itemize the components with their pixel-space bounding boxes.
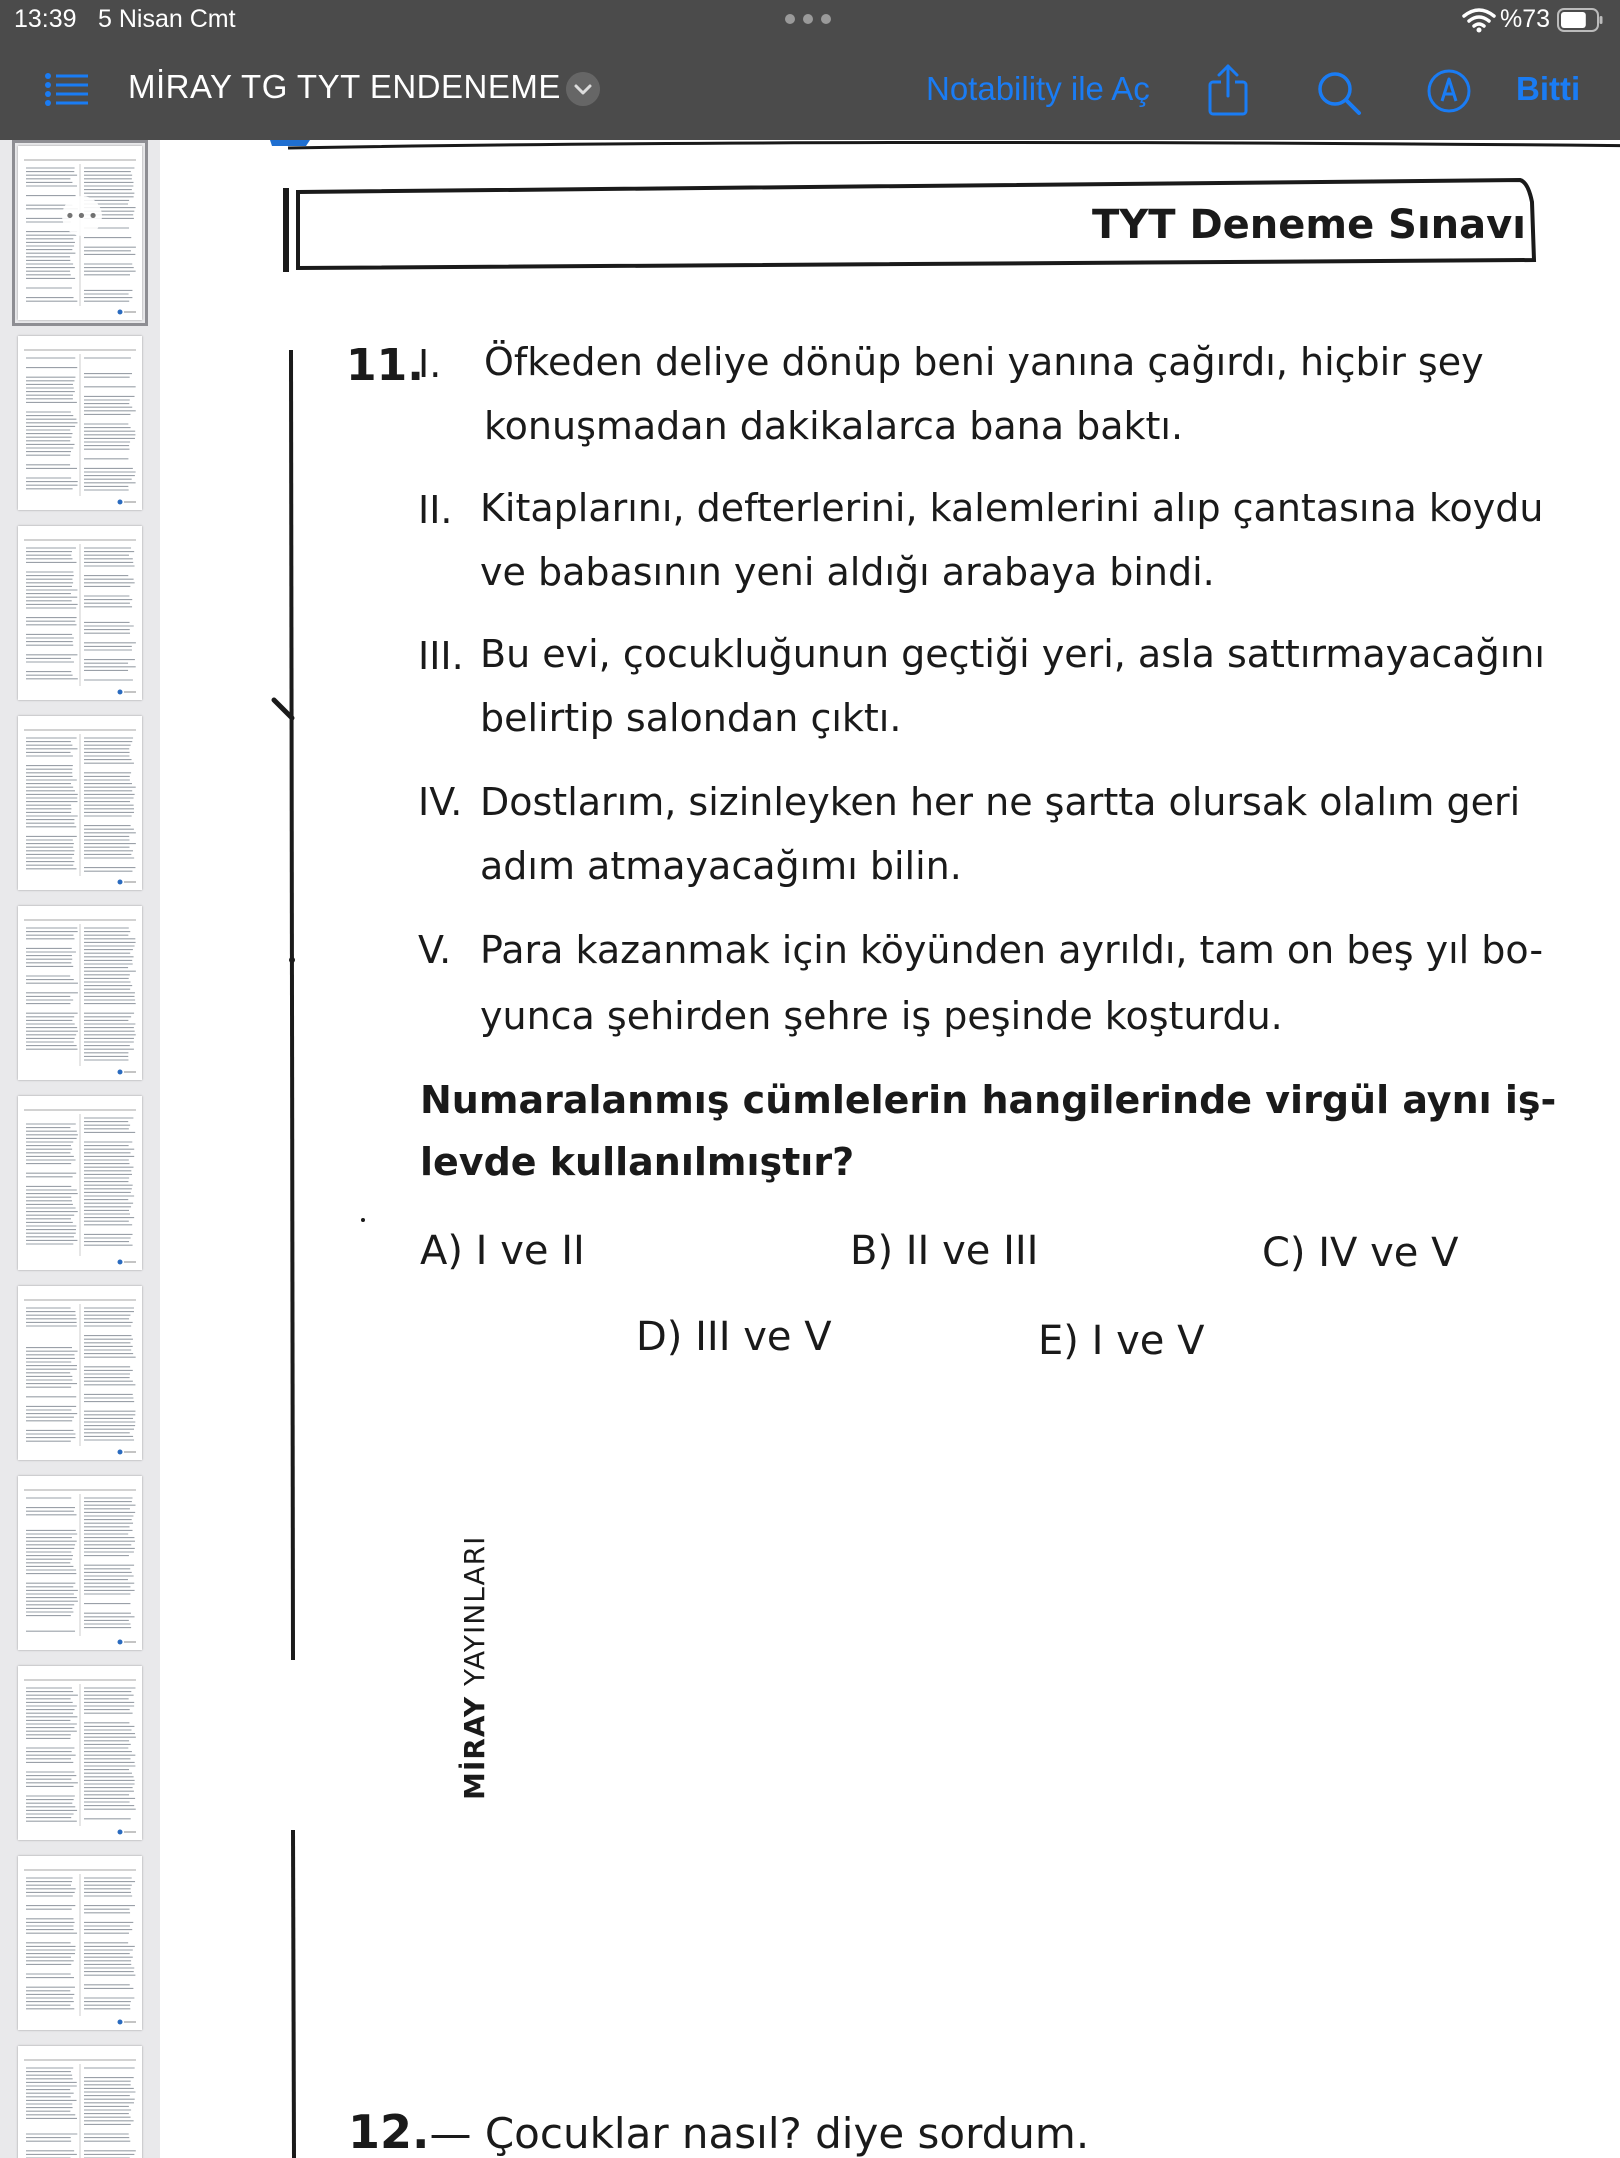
question-number: 12.	[348, 2105, 430, 2158]
item-text-line: konuşmadan dakikalarca bana baktı.	[484, 404, 1184, 448]
question-text: — Çocuklar nasıl? diye sordum.	[429, 2109, 1090, 2158]
item-text-line: belirtip salondan çıktı.	[480, 696, 902, 740]
item-text-line: Bu evi, çocukluğunun geçtiği yeri, asla sattırmayacağını	[480, 632, 1545, 676]
thumbnail-page-lines	[18, 1666, 142, 1840]
item-text-line: yunca şehirden şehre iş peşinde koşturdu.	[480, 994, 1283, 1038]
choice-a[interactable]: A) I ve II	[420, 1228, 585, 1274]
page-thumbnail[interactable]	[18, 1666, 142, 1840]
page-thumbnail[interactable]	[18, 1856, 142, 2030]
item-text-line: ve babasının yeni aldığı arabaya bindi.	[480, 550, 1215, 594]
thumbnail-page-lines	[18, 1476, 142, 1650]
toolbar	[0, 40, 1620, 140]
battery-icon	[1557, 8, 1603, 32]
question-number: 11.	[346, 340, 424, 391]
thumbnail-page-lines	[18, 906, 142, 1080]
item-text-line: Para kazanmak için köyünden ayrıldı, tam on beş yıl bo-	[480, 928, 1544, 972]
page-thumbnail[interactable]	[18, 336, 142, 510]
chevron-down-icon[interactable]	[566, 72, 600, 106]
thumbnail-page-lines	[18, 716, 142, 890]
item-text-line: adım atmayacağımı bilin.	[480, 844, 962, 888]
page-thumbnail[interactable]	[18, 1476, 142, 1650]
done-button[interactable]: Bitti	[1516, 70, 1581, 107]
page-thumbnail[interactable]	[18, 146, 142, 320]
choice-e[interactable]: E) I ve V	[1038, 1318, 1205, 1364]
thumbnail-more-icon[interactable]: •••	[62, 196, 102, 236]
item-text-line: Öfkeden deliye dönüp beni yanına çağırdı, hiçbir şey	[484, 340, 1484, 384]
pdf-page[interactable]	[160, 140, 1620, 2158]
markup-icon[interactable]	[1426, 68, 1472, 114]
status-time: 13:39	[14, 5, 77, 33]
page-thumbnail[interactable]	[18, 1096, 142, 1270]
item-text-line: Dostlarım, sizinleyken her ne şartta olursak olalım geri	[480, 780, 1521, 824]
list-icon[interactable]	[44, 72, 88, 108]
multitasking-dots-icon[interactable]	[785, 14, 831, 24]
battery-percent: %73	[1500, 5, 1551, 33]
choice-c[interactable]: C) IV ve V	[1262, 1230, 1459, 1276]
question-12-partial	[348, 2105, 1089, 2158]
choice-d[interactable]: D) III ve V	[636, 1314, 832, 1360]
thumbnail-page-lines	[18, 526, 142, 700]
share-icon[interactable]	[1206, 64, 1250, 116]
thumbnail-page-lines	[18, 2046, 142, 2158]
page-thumbnail[interactable]	[18, 716, 142, 890]
thumbnail-page-lines	[18, 1286, 142, 1460]
item-roman-numeral: III.	[418, 634, 464, 678]
item-roman-numeral: V.	[418, 928, 452, 972]
thumbnail-page-lines	[18, 1096, 142, 1270]
page-thumbnail[interactable]	[18, 2046, 142, 2158]
open-with-notability-button[interactable]: Notability ile Aç	[926, 70, 1150, 107]
page-thumbnail-sidebar[interactable]	[0, 140, 160, 2158]
thumbnail-page-lines	[18, 1856, 142, 2030]
page-thumbnail[interactable]	[18, 526, 142, 700]
page-header-title: TYT Deneme Sınavı	[1092, 202, 1526, 248]
thumbnail-page-lines	[18, 336, 142, 510]
item-roman-numeral: II.	[418, 488, 453, 532]
page-thumbnail[interactable]	[18, 906, 142, 1080]
item-text-line: Kitaplarını, defterlerini, kalemlerini alıp çantasına koydu	[480, 486, 1544, 530]
question-prompt: Numaralanmış cümlelerin hangilerinde virgül aynı iş-	[420, 1078, 1557, 1122]
wifi-icon	[1462, 7, 1496, 33]
search-icon[interactable]	[1316, 70, 1362, 116]
question-prompt: levde kullanılmıştır?	[420, 1140, 855, 1184]
document-title[interactable]: MİRAY TG TYT ENDENEME	[128, 68, 561, 105]
item-roman-numeral: IV.	[418, 780, 463, 824]
status-date: 5 Nisan Cmt	[98, 5, 236, 33]
page-thumbnail[interactable]	[18, 1286, 142, 1460]
choice-b[interactable]: B) II ve III	[850, 1228, 1039, 1274]
status-bar	[0, 0, 1620, 40]
publisher-label: MİRAY YAYINLARI	[458, 1535, 491, 1800]
item-roman-numeral: I.	[418, 342, 442, 386]
